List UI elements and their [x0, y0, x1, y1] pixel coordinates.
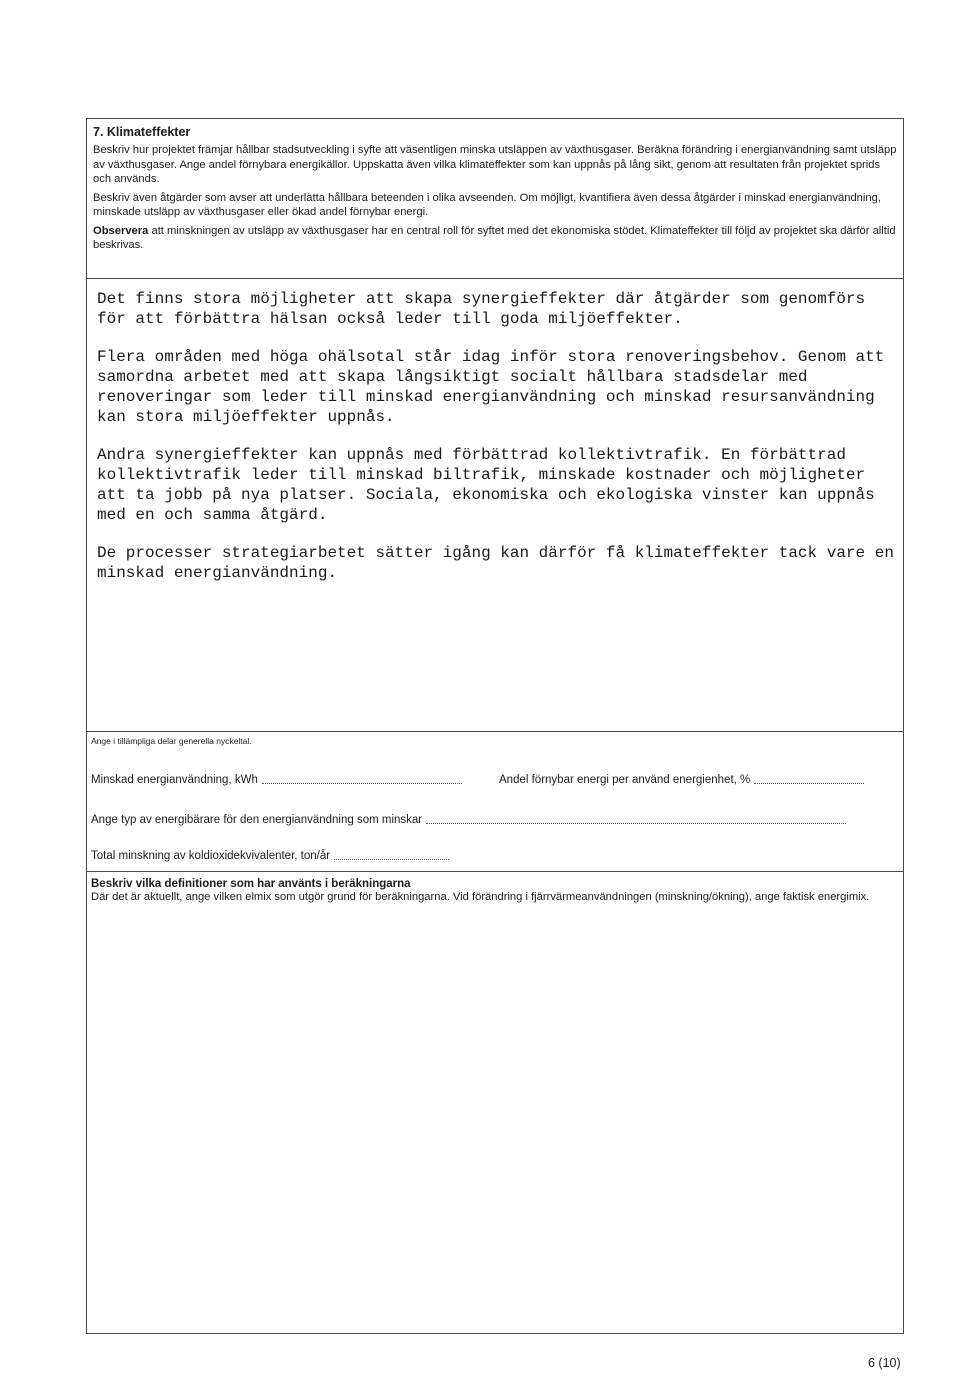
co2-reduction-field[interactable] [334, 858, 449, 860]
observe-text: att minskningen av utsläpp av växthusgaser har en central roll för syftet med det ekonomiska stödet. Klimateffekter till följd av projektet ska därför alltid beskrivas. [93, 224, 896, 251]
answer-paragraph: Andra synergieffekter kan uppnås med förbättrad kollektivtrafik. En förbättrad kollektivtrafik leder till minskad biltrafik, minskade kostnader och möjligheter att ta jobb på nya platser. Sociala, ekonomiska och ekologiska vinster kan uppnås med en och samma åtgärd. [97, 446, 875, 524]
answer-paragraph: Flera områden med höga ohälsotal står idag inför stora renoveringsbehov. Genom att samordna arbetet med att skapa långsiktigt socialt hållbara stadsdelar med renoveringar som leder till minskad energianvändning och minskad resursanvändning kan stora miljöeffekter uppnås. [97, 348, 885, 426]
answer-text-area[interactable] [97, 289, 897, 601]
energy-field-row [91, 774, 462, 786]
renewable-field-row [499, 774, 864, 786]
co2-reduction-label: Total minskning av koldioxidekvivalenter, ton/år [91, 850, 331, 862]
key-figures-caption: Ange i tillämpliga delar generella nyckeltal. [91, 736, 252, 746]
section-title: 7. Klimateffekter [93, 125, 191, 139]
page-number: 6 (10) [868, 1356, 901, 1370]
answer-paragraph: De processer strategiarbetet sätter igång kan därför få klimateffekter tack vare en minskad energianvändning. [97, 544, 894, 582]
answer-paragraph: Det finns stora möjligheter att skapa synergieffekter där åtgärder som genomförs för att förbättra hälsan också leder till goda miljöeffekter. [97, 290, 866, 328]
co2-field-row [91, 850, 449, 862]
energy-carrier-label: Ange typ av energibärare för den energianvändning som minskar [91, 814, 423, 826]
section-header [87, 119, 903, 279]
renewable-share-label: Andel förnybar energi per använd energienhet, % [499, 774, 751, 786]
definitions-section [87, 871, 903, 1335]
renewable-share-field[interactable] [754, 782, 864, 784]
energy-carrier-field[interactable] [426, 822, 846, 824]
carrier-field-row [91, 814, 846, 826]
instruction-text-2: Beskriv även åtgärder som avser att underlätta hållbara beteenden i olika avseenden. Om möjligt, kvantifiera även dessa åtgärder i minskad energianvändning, minskade utsläpp av växthusgaser eller ökad andel förnybar energi. [93, 191, 881, 218]
instruction-text-3 [93, 224, 897, 253]
energy-reduction-label: Minskad energianvändning, kWh [91, 774, 258, 786]
definitions-title: Beskriv vilka definitioner som har använts i beräkningarna [91, 878, 411, 890]
instruction-text-1: Beskriv hur projektet främjar hållbar stadsutveckling i syfte att väsentligen minska utsläppen av växthusgaser. Beräkna förändring i energianvändning samt utsläpp av växthusgaser. Ange andel förnybara energikällor. Uppskatta även vilka klimateffekter som kan uppnås på lång sikt, genom att resultaten från projektet sprids och används. [93, 144, 897, 185]
key-figures-section [87, 731, 903, 871]
energy-reduction-field[interactable] [262, 782, 462, 784]
observe-label: Observera [93, 224, 149, 237]
definitions-text: Där det är aktuellt, ange vilken elmix som utgör grund för beräkningarna. Vid förändring i fjärrvärmeanvändningen (minskning/ökning), ange faktisk energimix. [91, 891, 870, 903]
form-frame [86, 118, 904, 1334]
